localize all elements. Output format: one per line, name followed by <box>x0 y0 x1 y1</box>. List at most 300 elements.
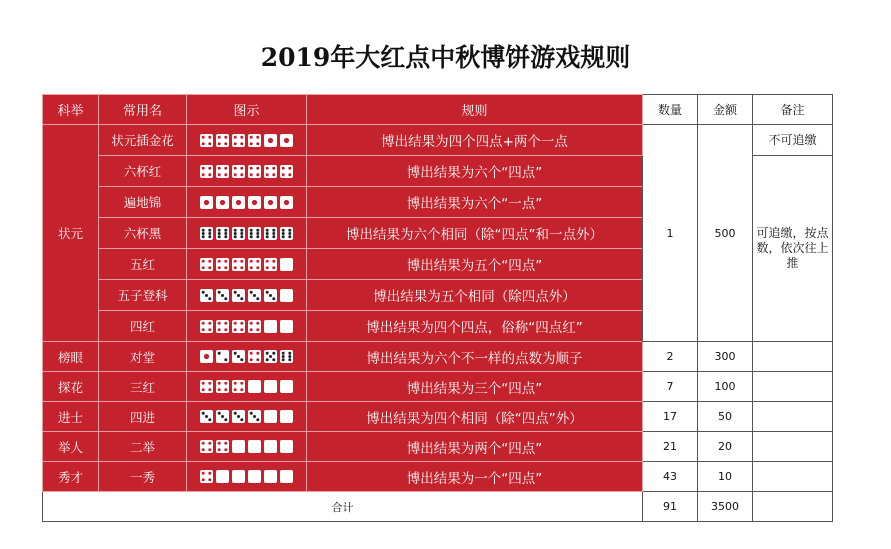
die-three-icon <box>232 289 245 302</box>
die-pip <box>208 382 211 385</box>
blank-die-icon <box>280 410 293 423</box>
die-pip <box>256 328 259 331</box>
die-pip <box>224 448 227 451</box>
die-pip <box>208 228 211 231</box>
die-pip <box>202 173 205 176</box>
die-pip <box>202 166 205 169</box>
dice-pattern <box>187 258 306 271</box>
blank-die-icon <box>248 470 261 483</box>
die-pip <box>202 328 205 331</box>
total-row <box>43 492 833 522</box>
die-pip <box>272 232 275 235</box>
dice-pattern-cell <box>187 125 307 156</box>
dice-pattern-cell <box>187 462 307 492</box>
name-cell: 二举 <box>99 432 187 462</box>
die-pip <box>240 173 243 176</box>
die-pip <box>250 135 253 138</box>
die-pip <box>221 415 224 418</box>
header-note: 备注 <box>753 95 833 125</box>
die-pip <box>268 137 273 142</box>
die-pip <box>208 266 211 269</box>
die-pip <box>266 166 269 169</box>
die-pip <box>208 472 211 475</box>
name-cell: 三红 <box>99 372 187 402</box>
die-pip <box>288 228 291 231</box>
die-pip <box>288 232 291 235</box>
dice-pattern <box>187 289 306 302</box>
blank-die-icon <box>280 320 293 333</box>
die-pip <box>208 259 211 262</box>
die-pip <box>240 135 243 138</box>
die-pip <box>282 228 285 231</box>
dice-pattern <box>187 134 306 147</box>
dice-pattern <box>187 320 306 333</box>
die-pip <box>237 415 240 418</box>
dice-pattern-cell <box>187 280 307 311</box>
die-pip <box>218 388 221 391</box>
blank-die-icon <box>264 410 277 423</box>
die-four-icon <box>232 380 245 393</box>
blank-die-icon <box>264 380 277 393</box>
die-pip <box>224 232 227 235</box>
rank-cell: 榜眼 <box>43 342 99 372</box>
die-six-icon <box>264 227 277 240</box>
die-pip <box>250 266 253 269</box>
die-pip <box>224 382 227 385</box>
die-pip <box>250 412 253 415</box>
die-pip <box>202 472 205 475</box>
die-pip <box>282 173 285 176</box>
die-six-icon <box>200 227 213 240</box>
die-pip <box>236 199 241 204</box>
die-pip <box>256 321 259 324</box>
die-pip <box>272 266 275 269</box>
die-one-icon <box>264 134 277 147</box>
die-pip <box>269 355 272 358</box>
dice-pattern <box>187 165 306 178</box>
die-two-icon <box>216 350 229 363</box>
die-pip <box>240 266 243 269</box>
die-pip <box>218 442 221 445</box>
total-amount: 3500 <box>698 492 753 522</box>
die-one-icon <box>200 350 213 363</box>
dice-pattern <box>187 227 306 240</box>
note-cell <box>753 462 833 492</box>
die-pip <box>237 355 240 358</box>
amount-cell: 20 <box>698 432 753 462</box>
die-four-icon <box>264 165 277 178</box>
die-pip <box>202 259 205 262</box>
table-row <box>43 432 833 462</box>
table-row <box>43 372 833 402</box>
die-pip <box>240 382 243 385</box>
blank-die-icon <box>248 440 261 453</box>
die-pip <box>234 173 237 176</box>
die-four-icon <box>248 320 261 333</box>
die-pip <box>256 259 259 262</box>
die-pip <box>218 228 221 231</box>
dice-pattern-cell <box>187 432 307 462</box>
die-pip <box>202 478 205 481</box>
die-one-icon <box>216 196 229 209</box>
die-three-icon <box>216 410 229 423</box>
dice-pattern-cell <box>187 218 307 249</box>
dice-pattern <box>187 380 306 393</box>
die-pip <box>234 232 237 235</box>
blank-die-icon <box>280 258 293 271</box>
die-pip <box>218 235 221 238</box>
die-pip <box>266 266 269 269</box>
die-pip <box>256 358 259 361</box>
die-pip <box>288 352 291 355</box>
amount-cell: 50 <box>698 402 753 432</box>
die-one-icon <box>232 196 245 209</box>
die-pip <box>266 228 269 231</box>
name-cell: 一秀 <box>99 462 187 492</box>
die-pip <box>250 142 253 145</box>
die-three-icon <box>232 350 245 363</box>
die-pip <box>208 448 211 451</box>
die-pip <box>218 382 221 385</box>
die-pip <box>250 290 253 293</box>
dice-pattern <box>187 196 306 209</box>
die-three-icon <box>200 289 213 302</box>
amount-cell: 100 <box>698 372 753 402</box>
die-pip <box>234 166 237 169</box>
die-pip <box>218 321 221 324</box>
die-pip <box>253 415 256 418</box>
die-pip <box>252 199 257 204</box>
note-cell: 可追缴，按点数，依次往上推 <box>753 156 833 342</box>
die-pip <box>256 297 259 300</box>
die-six-icon <box>232 227 245 240</box>
die-pip <box>237 294 240 297</box>
die-pip <box>208 142 211 145</box>
blank-die-icon <box>264 470 277 483</box>
die-pip <box>224 259 227 262</box>
die-pip <box>282 235 285 238</box>
die-pip <box>202 235 205 238</box>
rule-cell: 博出结果为六个“四点” <box>307 156 643 187</box>
die-pip <box>256 235 259 238</box>
blank-die-icon <box>232 470 245 483</box>
die-three-icon <box>232 410 245 423</box>
die-pip <box>282 232 285 235</box>
die-pip <box>240 328 243 331</box>
rule-cell: 博出结果为六个“一点” <box>307 187 643 218</box>
name-cell: 六杯红 <box>99 156 187 187</box>
die-four-icon <box>216 165 229 178</box>
die-pip <box>204 354 209 359</box>
die-pip <box>224 235 227 238</box>
die-three-icon <box>200 410 213 423</box>
blank-die-icon <box>264 320 277 333</box>
die-pip <box>234 382 237 385</box>
die-pip <box>224 442 227 445</box>
count-cell: 2 <box>643 342 698 372</box>
dice-pattern-cell <box>187 156 307 187</box>
amount-cell: 500 <box>698 125 753 342</box>
dice-pattern-cell <box>187 372 307 402</box>
die-four-icon <box>232 165 245 178</box>
die-six-icon <box>216 227 229 240</box>
total-label: 合计 <box>43 492 643 522</box>
die-pip <box>234 321 237 324</box>
die-pip <box>256 418 259 421</box>
die-one-icon <box>200 196 213 209</box>
rule-cell: 博出结果为两个“四点” <box>307 432 643 462</box>
die-pip <box>282 355 285 358</box>
die-pip <box>240 228 243 231</box>
die-pip <box>250 173 253 176</box>
die-four-icon <box>200 258 213 271</box>
die-one-icon <box>280 196 293 209</box>
die-pip <box>218 352 221 355</box>
die-pip <box>288 355 291 358</box>
die-pip <box>208 135 211 138</box>
die-pip <box>224 358 227 361</box>
rule-cell: 博出结果为五个相同（除四点外） <box>307 280 643 311</box>
blank-die-icon <box>280 440 293 453</box>
die-pip <box>218 135 221 138</box>
dice-pattern <box>187 410 306 423</box>
rule-cell: 博出结果为四个四点+两个一点 <box>307 125 643 156</box>
die-pip <box>224 173 227 176</box>
table-row <box>43 402 833 432</box>
die-pip <box>224 142 227 145</box>
die-pip <box>218 259 221 262</box>
die-three-icon <box>216 289 229 302</box>
die-four-icon <box>248 258 261 271</box>
die-six-icon <box>280 227 293 240</box>
dice-pattern <box>187 440 306 453</box>
total-note <box>753 492 833 522</box>
dice-pattern-cell <box>187 311 307 342</box>
die-pip <box>256 166 259 169</box>
blank-die-icon <box>248 380 261 393</box>
die-four-icon <box>216 440 229 453</box>
die-pip <box>218 412 221 415</box>
die-pip <box>202 412 205 415</box>
die-pip <box>269 294 272 297</box>
die-pip <box>250 166 253 169</box>
blank-die-icon <box>216 470 229 483</box>
die-pip <box>218 232 221 235</box>
die-pip <box>272 259 275 262</box>
rules-table <box>42 94 833 522</box>
rule-cell: 博出结果为五个“四点” <box>307 249 643 280</box>
dice-pattern-cell <box>187 342 307 372</box>
name-cell: 状元插金花 <box>99 125 187 156</box>
rank-cell: 进士 <box>43 402 99 432</box>
die-six-icon <box>248 227 261 240</box>
header-rank: 科举 <box>43 95 99 125</box>
die-pip <box>202 228 205 231</box>
die-pip <box>256 266 259 269</box>
die-pip <box>224 135 227 138</box>
die-pip <box>208 321 211 324</box>
header-rule: 规则 <box>307 95 643 125</box>
die-pip <box>250 352 253 355</box>
die-pip <box>202 442 205 445</box>
blank-die-icon <box>280 470 293 483</box>
die-pip <box>272 235 275 238</box>
rank-cell: 秀才 <box>43 462 99 492</box>
header-pattern: 图示 <box>187 95 307 125</box>
die-pip <box>288 358 291 361</box>
die-pip <box>208 173 211 176</box>
die-pip <box>224 166 227 169</box>
page-title: 2019年大红点中秋博饼游戏规则 <box>260 43 631 72</box>
rule-cell: 博出结果为六个不一样的点数为顺子 <box>307 342 643 372</box>
name-cell: 六杯黑 <box>99 218 187 249</box>
blank-die-icon <box>264 440 277 453</box>
die-pip <box>220 199 225 204</box>
rule-cell: 博出结果为三个“四点” <box>307 372 643 402</box>
die-pip <box>218 266 221 269</box>
rank-cell: 探花 <box>43 372 99 402</box>
header-row <box>43 95 833 125</box>
note-cell: 不可追缴 <box>753 125 833 156</box>
die-pip <box>266 358 269 361</box>
die-four-icon <box>264 258 277 271</box>
die-pip <box>224 297 227 300</box>
rule-cell: 博出结果为四个相同（除“四点”外） <box>307 402 643 432</box>
dice-pattern-cell <box>187 249 307 280</box>
die-pip <box>204 199 209 204</box>
die-pip <box>224 418 227 421</box>
die-four-icon <box>232 258 245 271</box>
die-pip <box>272 173 275 176</box>
die-pip <box>205 294 208 297</box>
rank-cell: 举人 <box>43 432 99 462</box>
die-six-icon <box>280 350 293 363</box>
die-pip <box>234 266 237 269</box>
die-pip <box>250 321 253 324</box>
die-pip <box>234 388 237 391</box>
die-pip <box>234 235 237 238</box>
die-pip <box>272 352 275 355</box>
die-four-icon <box>280 165 293 178</box>
amount-cell: 10 <box>698 462 753 492</box>
die-pip <box>240 297 243 300</box>
amount-cell: 300 <box>698 342 753 372</box>
table-row <box>43 462 833 492</box>
die-pip <box>208 442 211 445</box>
die-four-icon <box>200 134 213 147</box>
die-pip <box>240 235 243 238</box>
name-cell: 五红 <box>99 249 187 280</box>
count-cell: 7 <box>643 372 698 402</box>
rule-cell: 博出结果为四个四点，俗称“四点红” <box>307 311 643 342</box>
die-four-icon <box>216 320 229 333</box>
die-pip <box>250 358 253 361</box>
die-pip <box>256 352 259 355</box>
table-row <box>43 125 833 156</box>
die-pip <box>224 228 227 231</box>
name-cell: 遍地锦 <box>99 187 187 218</box>
die-pip <box>250 232 253 235</box>
dice-pattern <box>187 470 306 483</box>
count-cell: 43 <box>643 462 698 492</box>
die-pip <box>224 328 227 331</box>
die-pip <box>218 173 221 176</box>
die-pip <box>234 328 237 331</box>
die-pip <box>234 290 237 293</box>
die-pip <box>208 328 211 331</box>
die-pip <box>208 166 211 169</box>
die-pip <box>256 135 259 138</box>
die-pip <box>240 321 243 324</box>
die-pip <box>202 232 205 235</box>
die-pip <box>208 418 211 421</box>
die-three-icon <box>264 289 277 302</box>
die-pip <box>266 290 269 293</box>
die-pip <box>282 352 285 355</box>
count-cell: 21 <box>643 432 698 462</box>
die-pip <box>205 415 208 418</box>
die-pip <box>208 297 211 300</box>
die-pip <box>234 142 237 145</box>
die-pip <box>256 142 259 145</box>
die-pip <box>240 259 243 262</box>
die-pip <box>202 135 205 138</box>
die-pip <box>240 142 243 145</box>
die-pip <box>288 173 291 176</box>
die-pip <box>218 448 221 451</box>
die-pip <box>221 294 224 297</box>
header-name: 常用名 <box>99 95 187 125</box>
die-pip <box>256 228 259 231</box>
blank-die-icon <box>232 440 245 453</box>
die-pip <box>266 173 269 176</box>
die-pip <box>266 259 269 262</box>
die-four-icon <box>216 258 229 271</box>
die-four-icon <box>248 350 261 363</box>
rule-cell: 博出结果为一个“四点” <box>307 462 643 492</box>
die-pip <box>284 199 289 204</box>
count-cell: 17 <box>643 402 698 432</box>
die-pip <box>250 235 253 238</box>
die-pip <box>234 135 237 138</box>
die-pip <box>268 199 273 204</box>
die-pip <box>288 235 291 238</box>
header-amount: 金额 <box>698 95 753 125</box>
die-three-icon <box>248 410 261 423</box>
die-four-icon <box>200 440 213 453</box>
die-pip <box>272 358 275 361</box>
dice-pattern-cell <box>187 402 307 432</box>
blank-die-icon <box>280 289 293 302</box>
header-count: 数量 <box>643 95 698 125</box>
name-cell: 四进 <box>99 402 187 432</box>
die-pip <box>202 321 205 324</box>
die-four-icon <box>232 134 245 147</box>
note-cell <box>753 372 833 402</box>
die-pip <box>240 166 243 169</box>
die-pip <box>266 232 269 235</box>
note-cell <box>753 432 833 462</box>
die-pip <box>284 137 289 142</box>
die-pip <box>272 228 275 231</box>
die-pip <box>250 259 253 262</box>
die-pip <box>234 259 237 262</box>
die-four-icon <box>248 134 261 147</box>
die-pip <box>234 412 237 415</box>
die-pip <box>202 388 205 391</box>
blank-die-icon <box>280 380 293 393</box>
die-pip <box>202 142 205 145</box>
